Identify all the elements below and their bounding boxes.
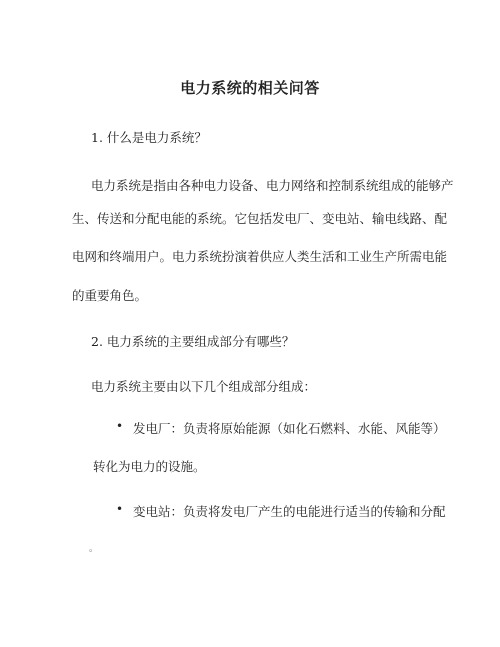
list-item-1-line-2: 转化为电力的设施。 [93, 459, 206, 474]
bullet-2: • [116, 502, 124, 516]
list-item-2-line-1: 变电站：负责将发电厂产生的电能进行适当的传输和分配 [133, 504, 446, 519]
bullet-1: • [116, 419, 124, 433]
question-2-heading: 2. 电力系统的主要组成部分有哪些？ [91, 334, 295, 349]
list-item-1-line-1: 发电厂：负责将原始能源（如化石燃料、水能、风能等） [133, 421, 446, 436]
list-item-2-line-2: 。 [89, 544, 99, 554]
answer-2-intro: 电力系统主要由以下几个组成部分组成： [91, 379, 317, 394]
answer-1-line-3: 电网和终端用户。电力系统扮演着供应人类生活和工业生产所需电能 [72, 249, 448, 264]
document-title: 电力系统的相关问答 [180, 79, 320, 97]
answer-1-line-2: 生、传送和分配电能的系统。它包括发电厂、变电站、输电线路、配 [72, 211, 448, 226]
question-1-heading: 1. 什么是电力系统？ [91, 130, 207, 145]
answer-1-line-1: 电力系统是指由各种电力设备、电力网络和控制系统组成的能够产 [91, 178, 454, 193]
answer-1-line-4: 的重要角色。 [72, 288, 148, 303]
